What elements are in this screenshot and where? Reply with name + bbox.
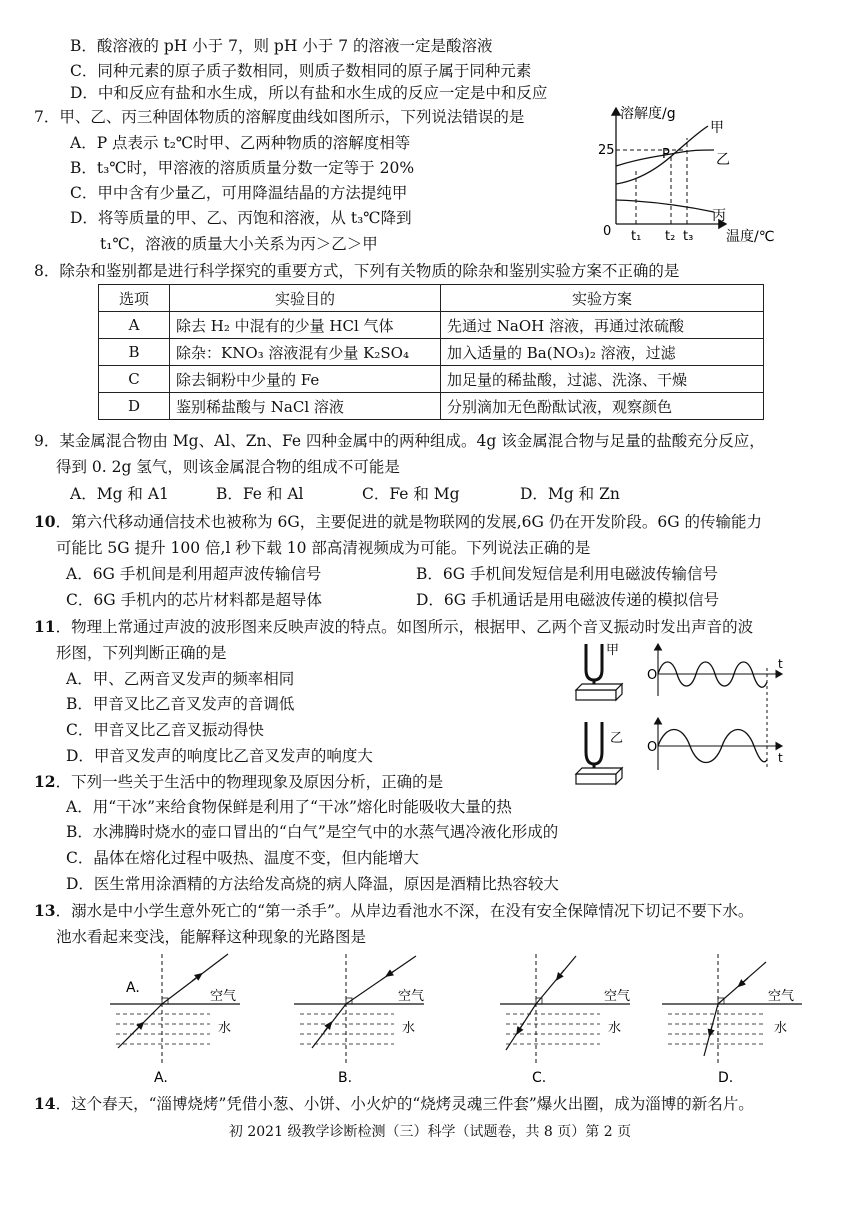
table-row (99, 339, 764, 366)
q7-option-a: A．P 点表示 t₂℃时甲、乙两种物质的溶解度相等 (70, 134, 411, 152)
diagram-a-label: A. (154, 1070, 168, 1086)
header-purpose: 实验目的 (170, 285, 441, 312)
q13-stem-line1: ．溺水是中小学生意外死亡的“第一杀手”。从岸边看池水不深，在没有安全保障情况下切记不要下水。 (55, 902, 754, 920)
row-option: A (99, 312, 170, 339)
q7-question (34, 107, 524, 127)
row-plan: 加入适量的 Ba(NO₃)₂ 溶液，过滤 (441, 339, 764, 366)
row-plan: 加足量的稀盐酸，过滤、洗涤、干燥 (441, 366, 764, 393)
jia-label: 甲 (710, 120, 724, 136)
diagram-b-label: B. (338, 1070, 353, 1086)
fork-jia-label: 甲 (606, 643, 620, 658)
diagram-a-top-label: A. (126, 980, 140, 996)
q10-stem-line1: ．第六代移动通信技术也被称为 6G，主要促进的就是物联网的发展,6G 仍在开发阶段。6G 的传输能力 (55, 513, 763, 531)
q9-option-d: D．Mg 和 Zn (520, 485, 620, 503)
table-row (99, 366, 764, 393)
q10-stem-line2: 可能比 5G 提升 100 倍,l 秒下载 10 部高清视频成为可能。下列说法正确的是 (56, 539, 591, 557)
row-purpose: 除去 H₂ 中混有的少量 HCl 气体 (170, 312, 441, 339)
q12-number: 12 (34, 772, 56, 791)
header-plan: 实验方案 (441, 285, 764, 312)
solubility-curve-figure (596, 100, 786, 250)
q12-option-b: B．水沸腾时烧水的壶口冒出的“白气”是空气中的水蒸气遇冷液化形成的 (66, 823, 559, 841)
q7-option-b: B．t₃℃时，甲溶液的溶质质量分数一定等于 20% (70, 159, 415, 177)
y-axis-label: 溶解度/g (620, 106, 676, 122)
q8-question (34, 261, 679, 281)
row-plan: 分别滴加无色酚酞试液，观察颜色 (441, 393, 764, 420)
row-plan: 先通过 NaOH 溶液，再通过浓硫酸 (441, 312, 764, 339)
q13-question (34, 901, 753, 921)
diagram-a-air: 空气 (210, 989, 237, 1004)
t2-label: t₂ (665, 229, 676, 244)
q8-stem: 除杂和鉴别都是进行科学探究的重要方式，下列有关物质的除杂和鉴别实验方案不正确的是 (59, 262, 680, 280)
q13-number: 13 (34, 901, 56, 920)
q14-stem: ．这个春天，“淄博烧烤”凭借小葱、小饼、小火炉的“烧烤灵魂三件套”爆火出圈，成为淄博的新名片。 (55, 1095, 754, 1113)
q14-number: 14 (34, 1094, 56, 1113)
q10-question (34, 512, 762, 532)
wave-jia-curve (658, 662, 767, 687)
q14-question (34, 1094, 754, 1114)
wave-jia-t: t (778, 657, 783, 671)
t3-label: t₃ (683, 229, 694, 244)
q6-option-c: C．同种元素的原子质子数相同，则质子数相同的原子属于同种元素 (70, 62, 532, 80)
q9-option-a: A．Mg 和 A1 (70, 485, 169, 503)
q7-number: 7． (34, 108, 60, 126)
row-option: D (99, 393, 170, 420)
q11-option-c: C．甲音叉比乙音叉振动得快 (66, 721, 264, 739)
diagram-d (662, 954, 802, 1086)
q9-stem-line1: 某金属混合物由 Mg、Al、Zn、Fe 四种金属中的两种组成。4g 该金属混合物与足量的盐酸充分反应， (59, 432, 765, 450)
q8-number: 8． (34, 262, 60, 280)
q7-option-d-line1: D．将等质量的甲、乙、丙饱和溶液，从 t₃℃降到 (70, 209, 412, 227)
diagram-a-water: 水 (218, 1021, 232, 1036)
q10-option-c: C．6G 手机内的芯片材料都是超导体 (66, 591, 323, 609)
q6-option-b: B．酸溶液的 pH 小于 7，则 pH 小于 7 的溶液一定是酸溶液 (70, 37, 493, 55)
point-p-label: P (662, 147, 670, 162)
q11-option-d: D．甲音叉发声的响度比乙音叉发声的响度大 (66, 747, 373, 765)
diagram-d-air: 空气 (768, 989, 795, 1004)
yi-label: 乙 (716, 152, 730, 168)
fork-yi-label: 乙 (610, 731, 624, 746)
q9-option-c: C．Fe 和 Mg (362, 485, 460, 503)
q11-option-a: A．甲、乙两音叉发声的频率相同 (66, 670, 295, 688)
q7-option-d-line2: t₁℃，溶液的质量大小关系为丙＞乙＞甲 (100, 235, 378, 253)
q9-option-b: B．Fe 和 Al (216, 485, 304, 503)
table-row (99, 312, 764, 339)
table-row (99, 393, 764, 420)
diagram-b-air: 空气 (398, 989, 425, 1004)
q10-option-d: D．6G 手机通话是用电磁波传递的模拟信号 (416, 591, 720, 609)
q8-experiment-table (98, 284, 764, 420)
row-option: C (99, 366, 170, 393)
q7-stem: 甲、乙、丙三种固体物质的溶解度曲线如图所示，下列说法错误的是 (59, 108, 525, 126)
bing-label: 丙 (712, 208, 726, 224)
q9-number: 9． (34, 432, 60, 450)
y-tick-25: 25 (598, 143, 615, 158)
diagram-b (294, 954, 424, 1086)
diagram-d-water: 水 (774, 1021, 788, 1036)
diagram-b-water: 水 (402, 1021, 416, 1036)
row-purpose: 除去铜粉中少量的 Fe (170, 366, 441, 393)
q9-question (34, 431, 765, 451)
header-option: 选项 (99, 285, 170, 312)
q11-stem-line1: ．物理上常通过声波的波形图来反映声波的特点。如图所示，根据甲、乙两个音叉振动时发出声音的波 (55, 618, 754, 636)
q9-stem-line2: 得到 0. 2g 氢气，则该金属混合物的组成不可能是 (56, 458, 400, 476)
tuning-fork-waveform-figure (572, 638, 788, 798)
q13-stem-line2: 池水看起来变浅，能解释这种现象的光路图是 (56, 928, 367, 946)
row-purpose: 鉴别稀盐酸与 NaCl 溶液 (170, 393, 441, 420)
q11-question (34, 617, 753, 637)
wave-yi-origin: O (647, 740, 658, 755)
wave-yi-t: t (778, 751, 783, 765)
t1-label: t₁ (631, 229, 642, 244)
curve-bing (616, 200, 714, 212)
q12-option-a: A．用“干冰”来给食物保鲜是利用了“干冰”熔化时能吸收大量的热 (66, 798, 512, 816)
q7-option-c: C．甲中含有少量乙，可用降温结晶的方法提纯甲 (70, 184, 408, 202)
origin-label: 0 (603, 224, 612, 239)
q6-option-d: D．中和反应有盐和水生成，所以有盐和水生成的反应一定是中和反应 (70, 84, 548, 102)
page-footer: 初 2021 级教学诊断检测（三）科学（试题卷，共 8 页）第 2 页 (228, 1124, 632, 1140)
diagram-c-water: 水 (608, 1021, 622, 1036)
q11-stem-line2: 形图，下列判断正确的是 (56, 644, 227, 662)
wave-jia-origin: O (647, 668, 658, 683)
diagram-c-label: C. (532, 1070, 547, 1086)
q10-option-b: B．6G 手机间发短信是利用电磁波传输信号 (416, 565, 719, 583)
diagram-d-label: D. (718, 1070, 734, 1086)
row-purpose: 除杂：KNO₃ 溶液混有少量 K₂SO₄ (170, 339, 441, 366)
x-axis-label: 温度/℃ (726, 229, 775, 245)
diagram-c (500, 954, 630, 1086)
refraction-diagrams-figure (110, 952, 810, 1088)
q12-question (34, 772, 443, 792)
q10-option-a: A．6G 手机间是利用超声波传输信号 (66, 565, 322, 583)
q12-stem: ．下列一些关于生活中的物理现象及原因分析，正确的是 (55, 773, 444, 791)
diagram-c-air: 空气 (604, 989, 631, 1004)
q11-option-b: B．甲音叉比乙音叉发声的音调低 (66, 695, 295, 713)
q11-number: 11 (34, 617, 56, 636)
q12-option-c: C．晶体在熔化过程中吸热、温度不变，但内能增大 (66, 849, 419, 867)
q12-option-d: D．医生常用涂酒精的方法给发高烧的病人降温，原因是酒精比热容较大 (66, 875, 559, 893)
table-header-row (99, 285, 764, 312)
diagram-a (110, 954, 240, 1086)
q10-number: 10 (34, 512, 56, 531)
row-option: B (99, 339, 170, 366)
